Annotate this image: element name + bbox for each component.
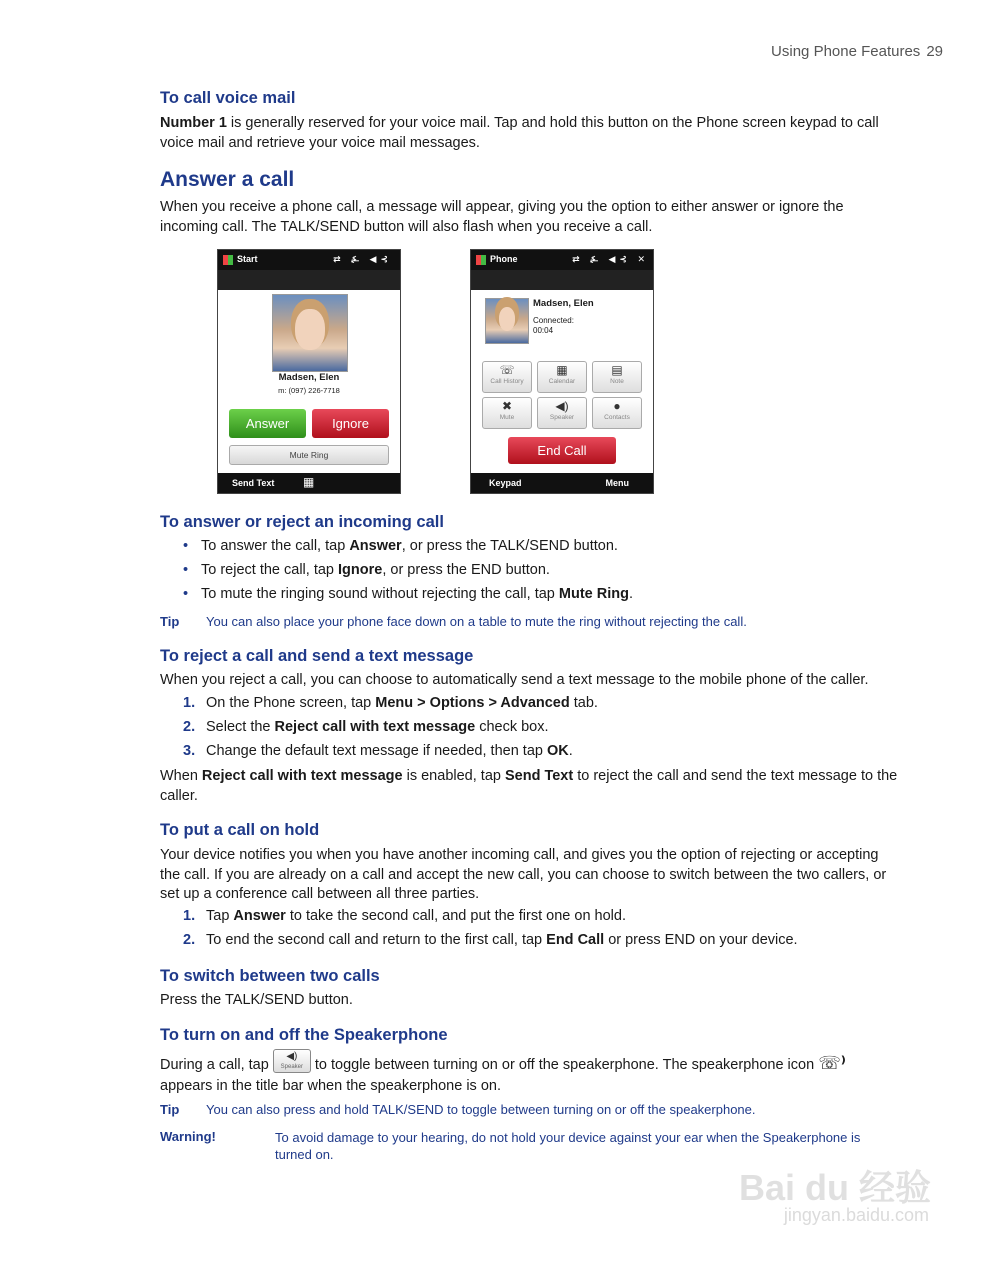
step-item [183, 908, 626, 924]
in-call-screen [470, 249, 654, 494]
screen-title: Phone [490, 254, 518, 264]
caller-name: Madsen, Elen [533, 298, 594, 309]
speaker-text: During a call, tap [160, 1056, 273, 1073]
step-item [183, 743, 573, 759]
caller-number: m: (097) 226-7718 [278, 386, 340, 395]
page-number: 29 [926, 43, 943, 60]
title-bar [218, 250, 400, 270]
switch-heading: To switch between two calls [160, 967, 380, 985]
bullet-text: To answer the call, tap [201, 538, 350, 554]
caller-photo [272, 294, 348, 372]
speaker-icon: ◀) [555, 399, 569, 413]
mute-label: Mute [499, 414, 515, 421]
bullet-icon: • [183, 538, 189, 554]
calendar-label: Calendar [548, 378, 576, 385]
mute-button[interactable] [482, 397, 532, 429]
step-bold: OK [547, 743, 569, 759]
answer-reject-heading: To answer or reject an incoming call [160, 513, 444, 531]
warning-text: To avoid damage to your hearing, do not hold your device against your ear when the Speakerphone is turned on. [275, 1130, 861, 1162]
mute-ring-button[interactable]: Mute Ring [229, 445, 389, 465]
step-number: 1. [183, 908, 196, 924]
outro-text: is enabled, tap [402, 768, 505, 784]
voicemail-text: is generally reserved for your voice mail. Tap and hold this button on the Phone screen keypad to call voice mail and retrieve your voice mail messages. [160, 115, 879, 151]
outro-text: When [160, 768, 202, 784]
caller-name: Madsen, Elen [278, 372, 340, 383]
answer-call-paragraph: When you receive a phone call, a message will appear, giving you the option to either answer or ignore the incoming call. The TALK/SEND button will also flash when you receive a call. [160, 199, 844, 235]
note-button[interactable] [592, 361, 642, 393]
bullet-text: To reject the call, tap [201, 562, 339, 578]
step-bold: Menu > Options > Advanced [375, 695, 570, 711]
step-text: Change the default text message if needed, then tap [206, 743, 547, 759]
step-text: . [568, 743, 573, 759]
speakerphone-heading: To turn on and off the Speakerphone [160, 1026, 448, 1044]
speaker-text: appears in the title bar when the speakerphone is on. [160, 1078, 501, 1094]
title-bar [471, 250, 653, 270]
step-bold: End Call [546, 932, 605, 948]
bullet-bold: Mute Ring [558, 586, 629, 602]
menu-softkey[interactable]: Menu [605, 478, 629, 488]
bullet-icon: • [183, 562, 189, 578]
bullet-icon: • [183, 586, 189, 602]
watermark-logo: Bai du 经验 [738, 1167, 931, 1208]
title-band [218, 270, 400, 290]
reject-text-intro: When you reject a call, you can choose to automatically send a text message to the mobile phone of the caller. [160, 672, 869, 688]
status-icons: ⇄ ⍼ ◀⊰ [572, 254, 631, 264]
speaker-button[interactable] [537, 397, 587, 429]
calendar-button[interactable] [537, 361, 587, 393]
answer-button[interactable]: Answer [229, 409, 306, 438]
contacts-icon: ● [613, 399, 621, 413]
outro-text: to reject the call and send the text message to the caller. [160, 768, 898, 804]
voicemail-paragraph [160, 114, 900, 153]
switch-paragraph: Press the TALK/SEND button. [160, 992, 353, 1008]
bullet-bold: Answer [349, 538, 402, 554]
step-text: to take the second call, and put the first one on hold. [285, 908, 626, 924]
watermark-url: jingyan.baidu.com [783, 1205, 929, 1225]
contacts-label: Contacts [604, 414, 630, 421]
reject-text-outro [160, 767, 900, 806]
step-number: 2. [183, 719, 196, 735]
keypad-softkey[interactable]: Keypad [489, 478, 522, 488]
speaker-text: to toggle between turning on or off the speakerphone. The speakerphone icon [310, 1056, 819, 1073]
step-item [183, 719, 549, 735]
tip-text: You can also press and hold TALK/SEND to toggle between turning on or off the speakerphone. [206, 1102, 756, 1117]
header-section: Using Phone Features [771, 43, 921, 60]
step-text: check box. [475, 719, 549, 735]
tip-text: You can also place your phone face down on a table to mute the ring without rejecting the call. [206, 614, 747, 629]
incoming-call-screen [217, 249, 401, 494]
call-status: Connected: [533, 316, 574, 325]
bullet-text: To mute the ringing sound without rejecting the call, tap [201, 586, 559, 602]
answer-call-heading: Answer a call [160, 168, 295, 191]
bullet-text: , or press the TALK/SEND button. [401, 538, 618, 554]
mute-icon: ✖ [501, 399, 513, 413]
step-text: Tap [206, 908, 234, 924]
step-text: or press END on your device. [604, 932, 798, 948]
keypad-icon[interactable]: ▦ [303, 475, 315, 489]
voicemail-heading: To call voice mail [160, 89, 296, 107]
send-text-softkey[interactable]: Send Text [232, 478, 275, 488]
bullet-item [183, 586, 633, 602]
speakerphone-status-icon: ☏⁾ [818, 1052, 846, 1073]
outro-bold: Send Text [504, 768, 574, 784]
running-header [771, 43, 943, 60]
voicemail-bold: Number 1 [160, 115, 227, 131]
caller-photo [485, 298, 529, 344]
warning-label: Warning! [160, 1129, 216, 1144]
step-bold: Answer [233, 908, 286, 924]
step-item [183, 695, 598, 711]
step-text: On the Phone screen, tap [206, 695, 376, 711]
soft-key-bar [218, 473, 400, 493]
ignore-button[interactable]: Ignore [312, 409, 389, 438]
windows-logo-icon [223, 255, 233, 265]
speaker-label: Speaker [549, 414, 575, 421]
step-number: 1. [183, 695, 196, 711]
note-label: Note [610, 378, 624, 385]
reject-text-heading: To reject a call and send a text message [160, 647, 474, 665]
call-history-label: Call History [490, 378, 524, 385]
note-icon: ▤ [611, 363, 623, 377]
soft-key-bar [471, 473, 653, 493]
step-item [183, 932, 798, 948]
step-text: Select the [206, 719, 275, 735]
step-text: To end the second call and return to the first call, tap [206, 932, 547, 948]
speaker-inline-label: Speaker [280, 1064, 304, 1070]
bullet-text: . [628, 586, 633, 602]
step-bold: Reject call with text message [274, 719, 476, 735]
contacts-button[interactable] [592, 397, 642, 429]
hold-heading: To put a call on hold [160, 821, 320, 839]
step-number: 3. [183, 743, 196, 759]
step-text: tab. [569, 695, 598, 711]
bullet-item [183, 538, 618, 554]
screen-title: Start [237, 254, 258, 264]
tip-note [160, 614, 747, 629]
calendar-icon: ▦ [556, 363, 568, 377]
call-history-icon: ☏ [499, 363, 515, 377]
close-icon[interactable]: ✕ [637, 254, 649, 264]
tip-label: Tip [160, 614, 180, 629]
call-timer: 00:04 [533, 326, 554, 335]
hold-paragraph: Your device notifies you when you have another incoming call, and gives you the option of rejecting or accepting the call. If you are already on a call and accept the new call, you can choose to switch between the two callers, or set up a conference call between all three parties. [160, 847, 887, 902]
call-history-button[interactable] [482, 361, 532, 393]
speaker-icon: ◀) [286, 1051, 298, 1062]
tip-note [160, 1102, 756, 1117]
title-band [471, 270, 653, 290]
status-icons: ⇄ ⍼ ◀⊰ [333, 254, 392, 264]
bullet-text: , or press the END button. [382, 562, 550, 578]
step-number: 2. [183, 932, 196, 948]
speaker-inline-button [273, 1049, 311, 1073]
bullet-item [183, 562, 550, 578]
windows-logo-icon [476, 255, 486, 265]
outro-bold: Reject call with text message [201, 768, 403, 784]
bullet-bold: Ignore [338, 562, 383, 578]
end-call-button[interactable]: End Call [508, 437, 616, 464]
tip-label: Tip [160, 1102, 180, 1117]
speakerphone-paragraph [160, 1053, 900, 1097]
